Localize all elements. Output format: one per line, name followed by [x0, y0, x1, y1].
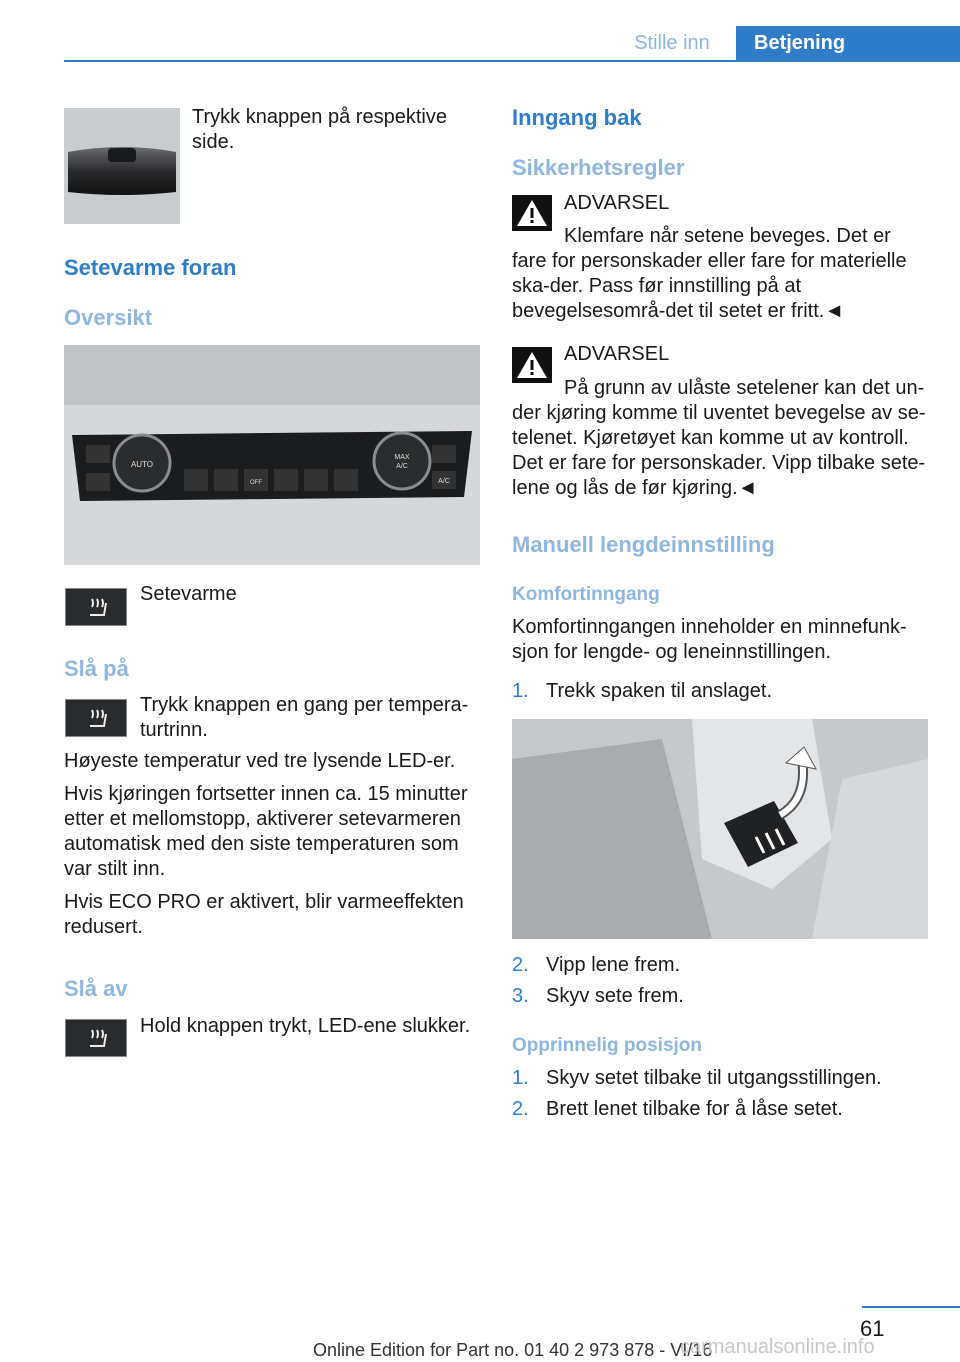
step-number: 2.	[512, 1098, 529, 1120]
header-rule	[64, 60, 960, 62]
heading-setevarme-foran: Setevarme foran	[64, 255, 237, 280]
intro-text: Trykk knappen på respektive side.	[192, 106, 447, 153]
sla-pa-text: Trykk knappen en gang per tempera-turtrinn.	[140, 694, 469, 741]
warning-1-title: ADVARSEL	[564, 192, 670, 214]
warning-2-text: På grunn av ulåste setelener kan det un-der kjøring komme til uventet bevegelse av se-telenet. Kjøretøyet kan komme ut av kontroll. Det er fare for personskader. Vipp tilbake sete-lene og lås de før kjøring.◄	[512, 377, 926, 499]
edition-text: Online Edition for Part no. 01 40 2 973 878 - VI/16	[313, 1340, 713, 1360]
paragraph-restart: Hvis kjøringen fortsetter innen ca. 15 minutter etter et mellomstopp, aktiverer setevarmeren automatisk med den siste temperaturen som var stilt inn.	[64, 783, 468, 880]
seat-button-photo	[64, 108, 180, 224]
climate-panel-photo	[64, 345, 480, 565]
seat-heater-icon	[65, 699, 127, 737]
panel-off-label: OFF	[250, 480, 262, 486]
seat-heater-icon	[65, 1019, 127, 1057]
panel-max-label: MAX	[394, 454, 410, 461]
warning-2-title: ADVARSEL	[564, 343, 670, 365]
seat-heater-icon	[65, 588, 127, 626]
step-text: Skyv sete frem.	[546, 985, 684, 1007]
seat-lever-photo	[512, 719, 928, 939]
step-number: 1.	[512, 680, 529, 702]
step-text: Vipp lene frem.	[546, 954, 681, 976]
heading-komfortinngang: Komfortinngang	[512, 584, 660, 605]
panel-ac-label: A/C	[438, 478, 450, 485]
paragraph-leds: Høyeste temperatur ved tre lysende LED-er.	[64, 750, 456, 772]
header-tab-betjening[interactable]: Betjening	[736, 26, 960, 62]
panel-max-ac-label: A/C	[396, 463, 408, 470]
warning-1-text: Klemfare når setene beveges. Det er fare for personskader eller fare for materielle ska-der. Pass før innstilling på at bevegelsesområ-det til setet er fritt.◄	[512, 225, 907, 322]
page-number: 61	[860, 1316, 885, 1341]
step-text: Trekk spaken til anslaget.	[546, 680, 773, 702]
step-text: Skyv setet tilbake til utgangsstillingen.	[546, 1067, 882, 1089]
sla-av-text: Hold knappen trykt, LED-ene slukker.	[140, 1015, 471, 1037]
step-number: 2.	[512, 954, 529, 976]
header-tab-stille-inn[interactable]: Stille inn	[634, 32, 710, 54]
heading-sikkerhetsregler: Sikkerhetsregler	[512, 155, 685, 180]
watermark: carmanualsonline.info	[680, 1336, 875, 1358]
heading-oversikt: Oversikt	[64, 305, 153, 330]
heading-opprinnelig-posisjon: Opprinnelig posisjon	[512, 1035, 702, 1056]
step-text: Brett lenet tilbake for å låse setet.	[546, 1098, 843, 1120]
komfort-text: Komfortinngangen inneholder en minnefunk-sjon for lengde- og leneinnstillingen.	[512, 616, 907, 663]
step-number: 3.	[512, 985, 529, 1007]
step-number: 1.	[512, 1067, 529, 1089]
heading-sla-av: Slå av	[64, 976, 128, 1001]
heading-inngang-bak: Inngang bak	[512, 105, 642, 130]
paragraph-eco-pro: Hvis ECO PRO er aktivert, blir varmeeffekten redusert.	[64, 891, 464, 938]
panel-auto-label: AUTO	[130, 460, 154, 469]
heading-manuell-lengdeinnstilling: Manuell lengdeinnstilling	[512, 532, 775, 557]
footer-rule	[862, 1306, 960, 1308]
heading-sla-pa: Slå på	[64, 656, 129, 681]
label-setevarme: Setevarme	[140, 583, 237, 605]
